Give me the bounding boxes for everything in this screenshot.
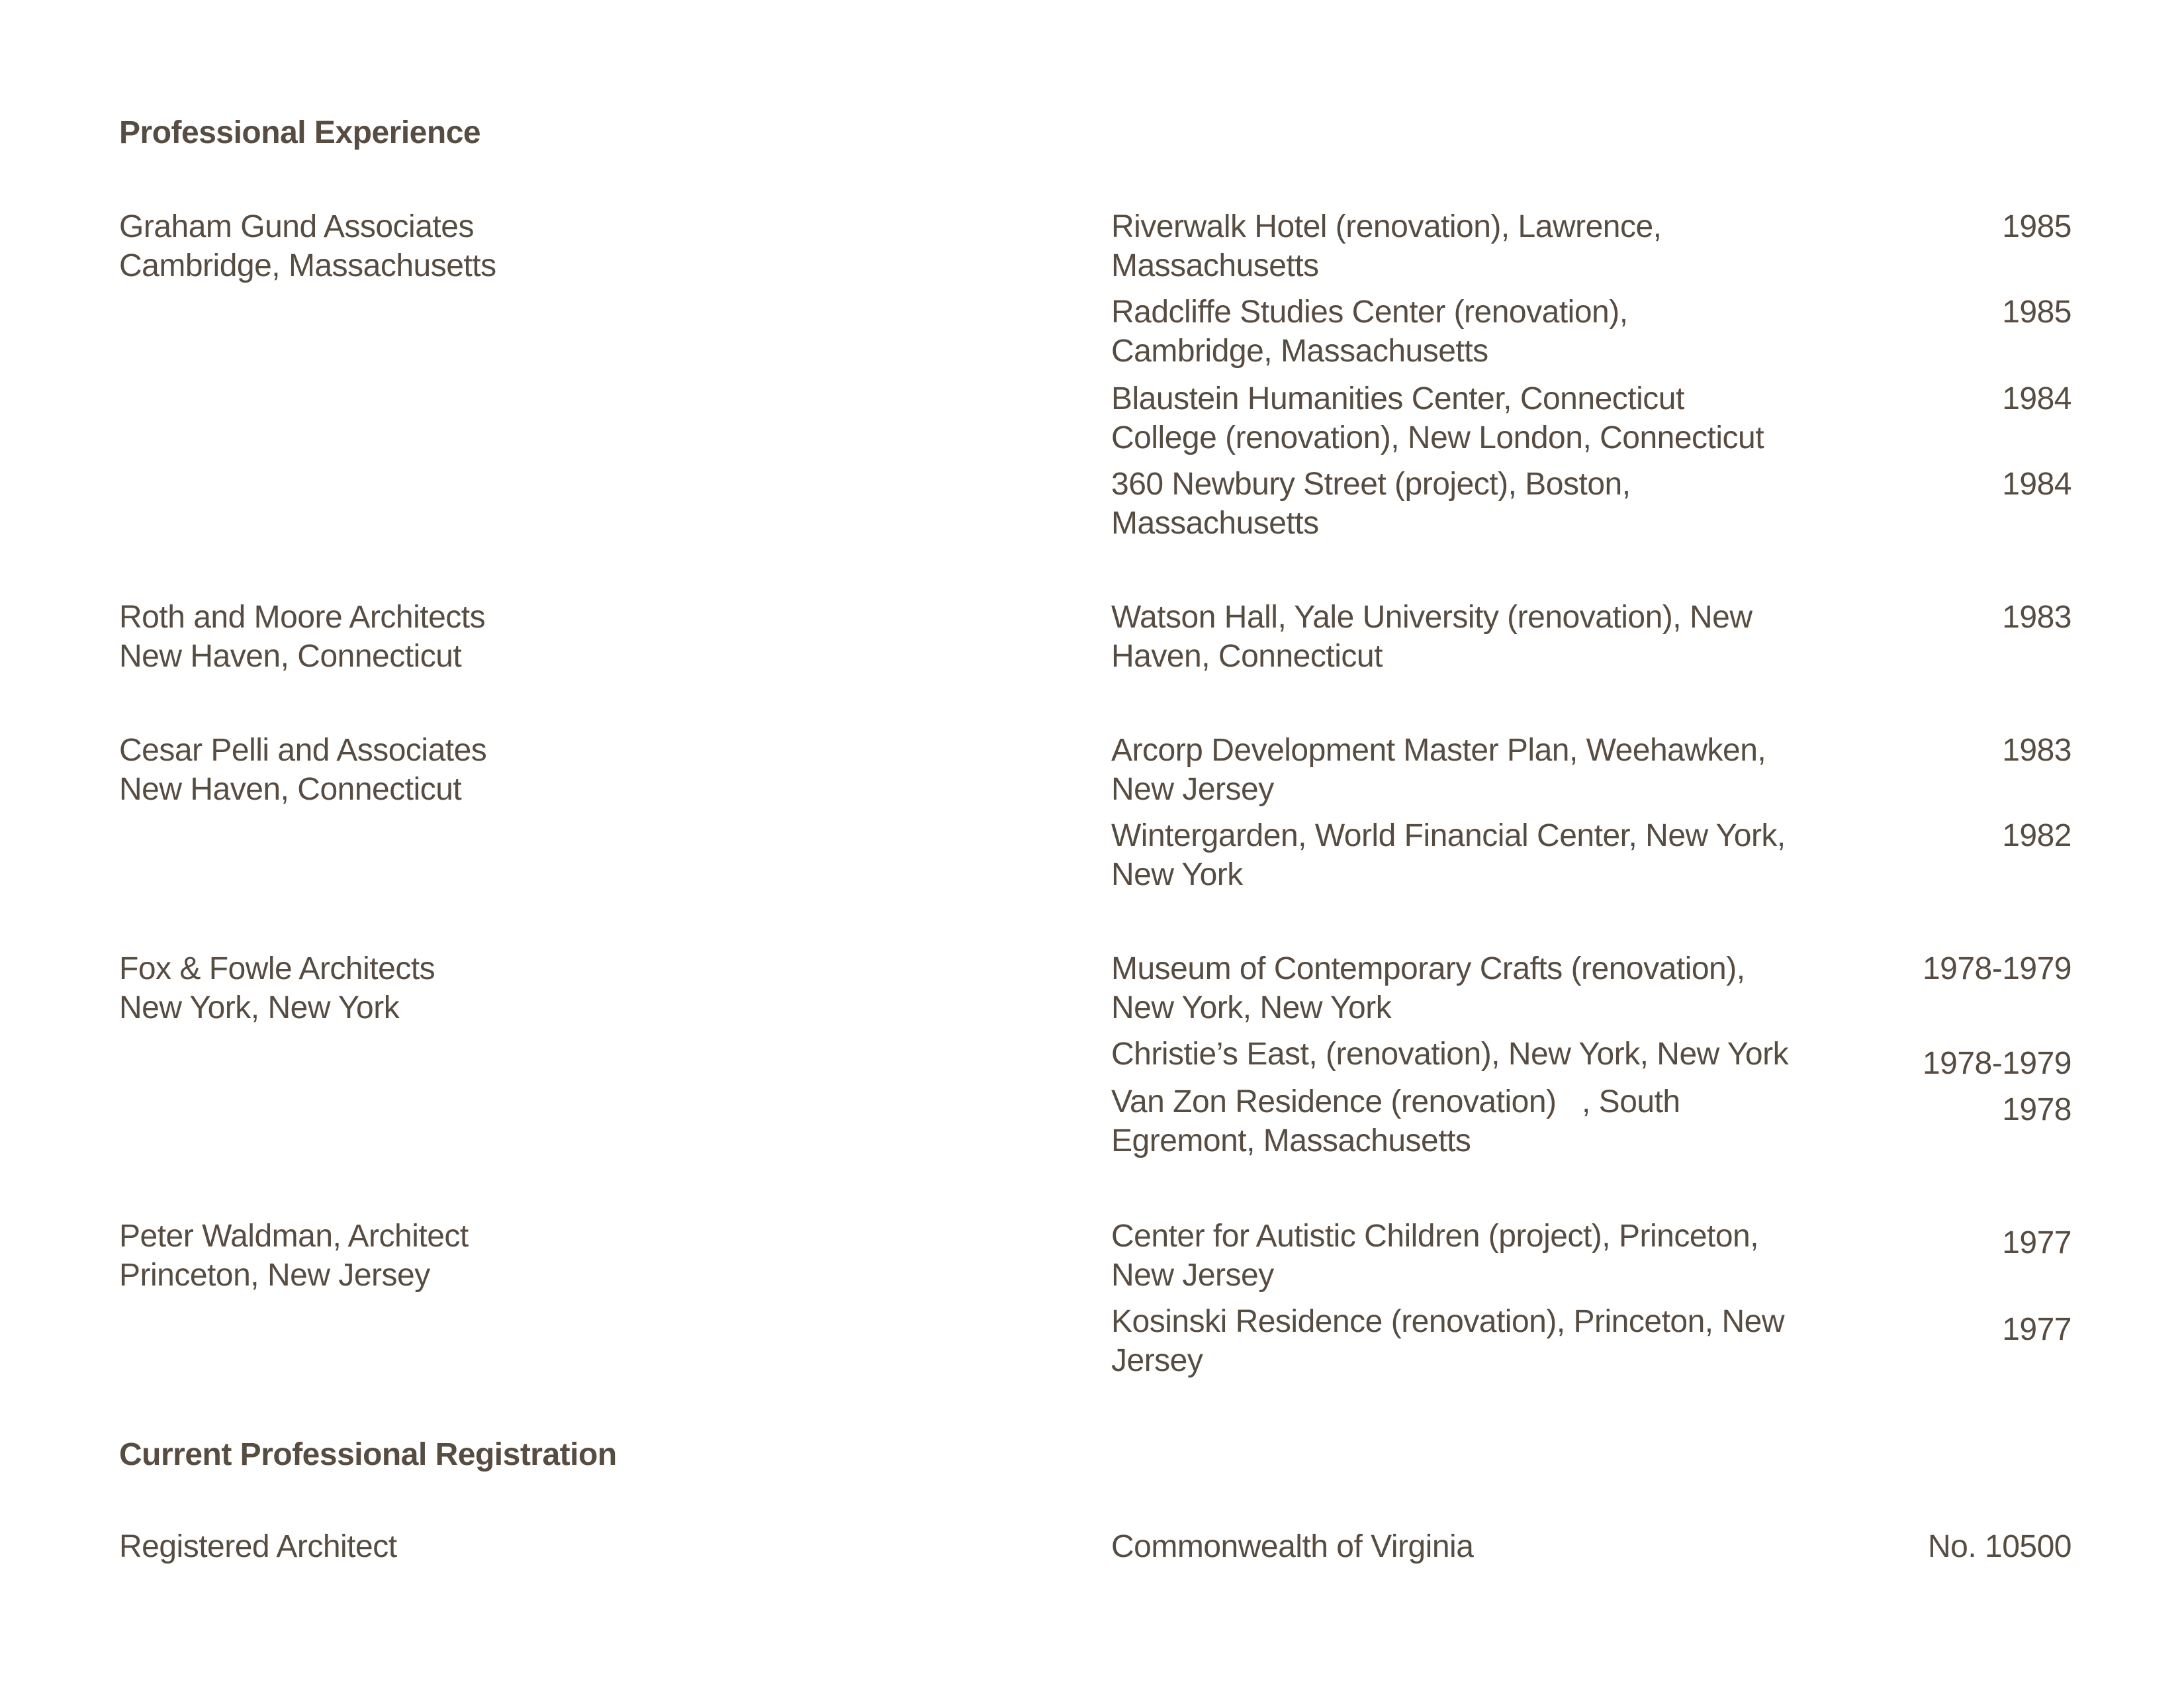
- firm-location: Princeton, New Jersey: [119, 1258, 430, 1293]
- project: [1111, 816, 1786, 894]
- project-line: College (renovation), New London, Connecticut: [1111, 420, 1764, 455]
- project: [1111, 598, 1752, 676]
- project-line: Museum of Contemporary Crafts (renovation),: [1111, 951, 1745, 986]
- project-line: New York: [1111, 857, 1243, 892]
- project: [1111, 1217, 1758, 1295]
- project-year: 1983: [2002, 733, 2071, 768]
- project-line: Kosinski Residence (renovation), Princeton, New: [1111, 1304, 1784, 1339]
- project: [1111, 1302, 1784, 1380]
- project: [1111, 207, 1662, 285]
- firm: [119, 731, 486, 809]
- registration-title: Registered Architect: [119, 1529, 397, 1564]
- project-year: 1978-1979: [1922, 951, 2071, 986]
- project-line: Riverwalk Hotel (renovation), Lawrence,: [1111, 209, 1662, 244]
- project-line: Christie’s East, (renovation), New York, New York: [1111, 1037, 1789, 1072]
- project-line: Massachusetts: [1111, 506, 1319, 541]
- firm: [119, 207, 496, 285]
- project-line: Cambridge, Massachusetts: [1111, 334, 1488, 369]
- firm: [119, 1217, 469, 1295]
- firm-name: Roth and Moore Architects: [119, 600, 486, 635]
- firm-location: New Haven, Connecticut: [119, 772, 462, 807]
- project-line: New York, New York: [1111, 990, 1392, 1025]
- section-heading-registration: Current Professional Registration: [119, 1437, 617, 1472]
- project: [1111, 465, 1631, 543]
- project-line: New Jersey: [1111, 1258, 1274, 1293]
- firm: [119, 598, 485, 676]
- project-line: Van Zon Residence (renovation) , South: [1111, 1084, 1680, 1119]
- project-line: Wintergarden, World Financial Center, New York,: [1111, 818, 1786, 853]
- project-line: Radcliffe Studies Center (renovation),: [1111, 295, 1628, 330]
- project-year: 1982: [2002, 818, 2071, 853]
- firm-name: Fox & Fowle Architects: [119, 951, 435, 986]
- project-year: 1983: [2002, 600, 2071, 635]
- project-year: 1977: [2002, 1225, 2071, 1260]
- registration-jurisdiction: Commonwealth of Virginia: [1111, 1529, 1474, 1564]
- registration-number: No. 10500: [1927, 1529, 2071, 1564]
- firm-location: New York, New York: [119, 990, 400, 1025]
- project-year: 1985: [2002, 209, 2071, 244]
- firm-name: Cesar Pelli and Associates: [119, 733, 487, 768]
- project-line: New Jersey: [1111, 772, 1274, 807]
- project-year: 1984: [2002, 467, 2071, 502]
- project-line: Watson Hall, Yale University (renovation), New: [1111, 600, 1752, 635]
- firm-location: Cambridge, Massachusetts: [119, 248, 496, 283]
- project: [1111, 1082, 1680, 1160]
- project-year: 1978: [2002, 1092, 2071, 1127]
- project-line: Arcorp Development Master Plan, Weehawken,: [1111, 733, 1766, 768]
- firm-name: Graham Gund Associates: [119, 209, 474, 244]
- section-heading-experience: Professional Experience: [119, 115, 481, 150]
- project-line: Haven, Connecticut: [1111, 639, 1383, 674]
- project: [1111, 1035, 1788, 1074]
- project: [1111, 293, 1628, 371]
- project-year: 1978-1979: [1922, 1046, 2071, 1081]
- project-year: 1984: [2002, 381, 2071, 416]
- project-line: Egremont, Massachusetts: [1111, 1123, 1471, 1158]
- project-year: 1977: [2002, 1312, 2071, 1347]
- project-line: Center for Autistic Children (project), Princeton,: [1111, 1219, 1759, 1254]
- project: [1111, 379, 1764, 457]
- firm-location: New Haven, Connecticut: [119, 639, 462, 674]
- project: [1111, 949, 1745, 1027]
- project-line: Blaustein Humanities Center, Connecticut: [1111, 381, 1684, 416]
- project-year: 1985: [2002, 295, 2071, 330]
- project-line: 360 Newbury Street (project), Boston,: [1111, 467, 1631, 502]
- project-line: Massachusetts: [1111, 248, 1319, 283]
- firm: [119, 949, 435, 1027]
- firm-name: Peter Waldman, Architect: [119, 1219, 469, 1254]
- project: [1111, 731, 1766, 809]
- project-line: Jersey: [1111, 1343, 1203, 1378]
